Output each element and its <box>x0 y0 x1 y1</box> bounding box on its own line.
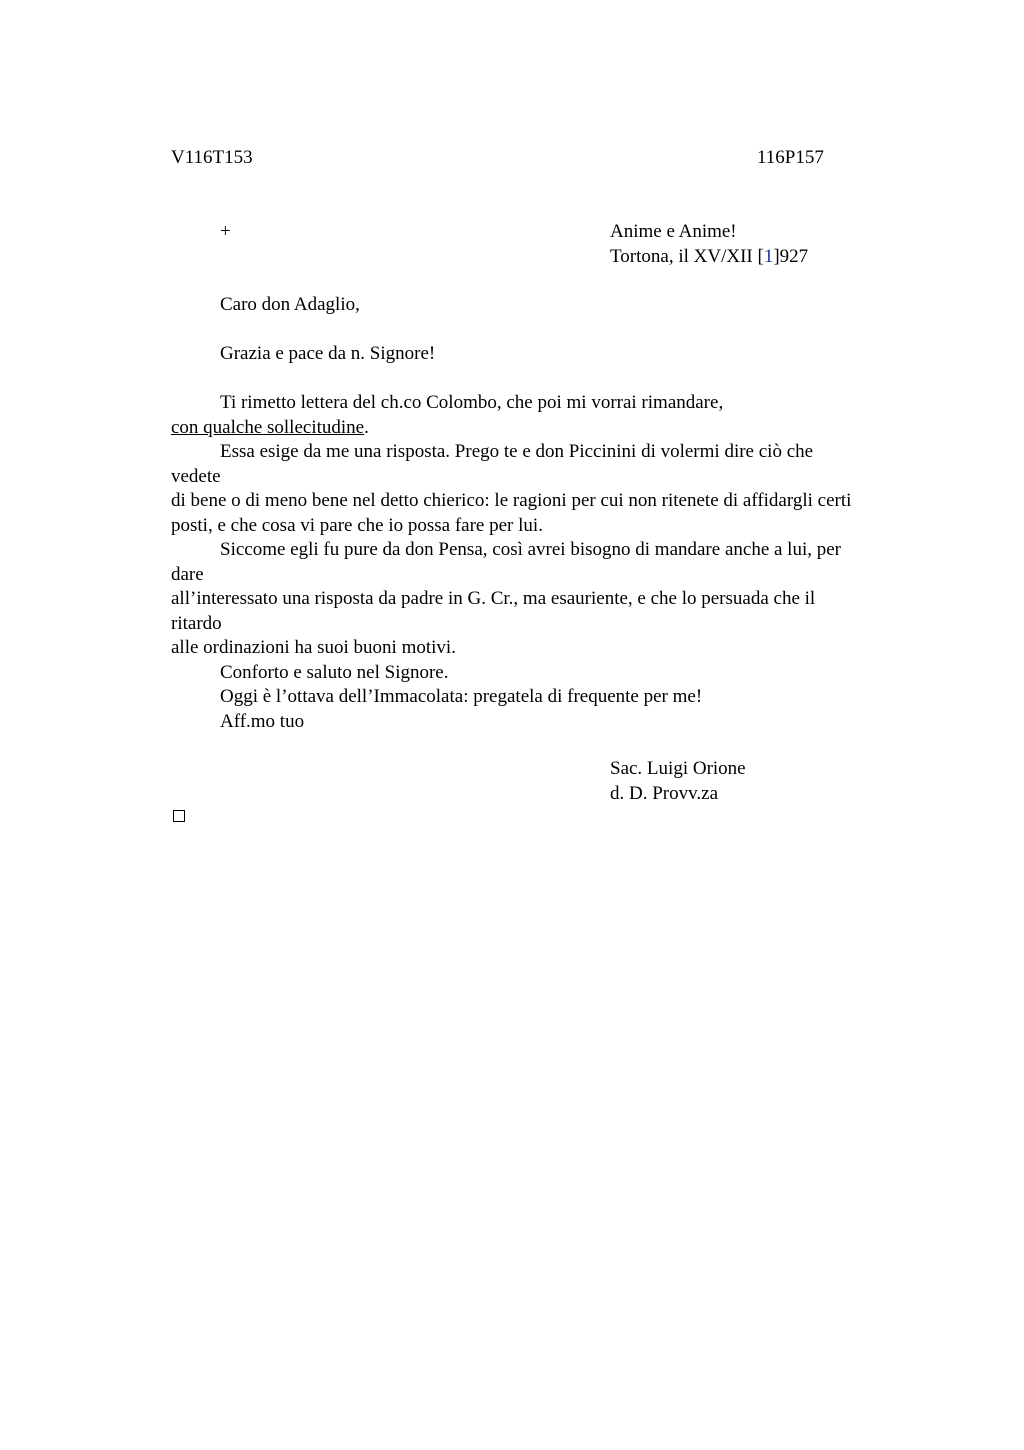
document-reference-left: V116T153 <box>171 147 253 168</box>
closing: Aff.mo tuo <box>220 710 305 732</box>
greeting: Grazia e pace da n. Signore! <box>220 343 436 364</box>
body-line: dare <box>171 563 204 585</box>
signature-title: d. D. Provv.za <box>610 783 718 804</box>
body-line: all’interessato una risposta da padre in G. Cr., ma esauriente, e che lo persuada che il <box>171 588 816 609</box>
underlined-phrase: con qualche sollecitudine <box>171 416 365 438</box>
letter-body <box>171 391 901 734</box>
body-line: Ti rimetto lettera del ch.co Colombo, che poi mi vorrai rimandare, <box>220 392 724 413</box>
body-line: vedete <box>171 465 221 487</box>
body-line <box>171 416 901 441</box>
body-line: di bene o di meno bene nel detto chierico: le ragioni per cui non ritenete di affidargli certi <box>171 490 852 511</box>
body-line-tail: . <box>364 416 369 438</box>
body-line: alle ordinazioni ha suoi buoni motivi. <box>171 637 456 658</box>
body-line: Conforto e saluto nel Signore. <box>220 661 449 683</box>
body-line: posti, e che cosa vi pare che io possa fare per lui. <box>171 514 543 536</box>
salutation: Caro don Adaglio, <box>220 294 360 315</box>
body-line: Siccome egli fu pure da don Pensa, così avrei bisogno di mandare anche a lui, per <box>220 539 841 560</box>
place-and-date <box>610 245 808 269</box>
document-reference-right: 116P157 <box>757 147 824 168</box>
cross-symbol: + <box>220 221 231 242</box>
body-line: Oggi è l’ottava dell’Immacolata: pregatela di frequente per me! <box>220 686 703 707</box>
body-line: ritardo <box>171 612 222 634</box>
motto: Anime e Anime! <box>610 221 737 242</box>
signature-name: Sac. Luigi Orione <box>610 758 746 779</box>
body-line: Essa esige da me una risposta. Prego te e don Piccinini di volermi dire ciò che <box>220 441 814 462</box>
footnote-reference-link[interactable]: 1 <box>763 246 774 267</box>
place-date-suffix: ]927 <box>773 246 809 267</box>
empty-square-icon <box>173 810 185 822</box>
place-date-prefix: Tortona, il XV/XII [ <box>610 246 764 267</box>
